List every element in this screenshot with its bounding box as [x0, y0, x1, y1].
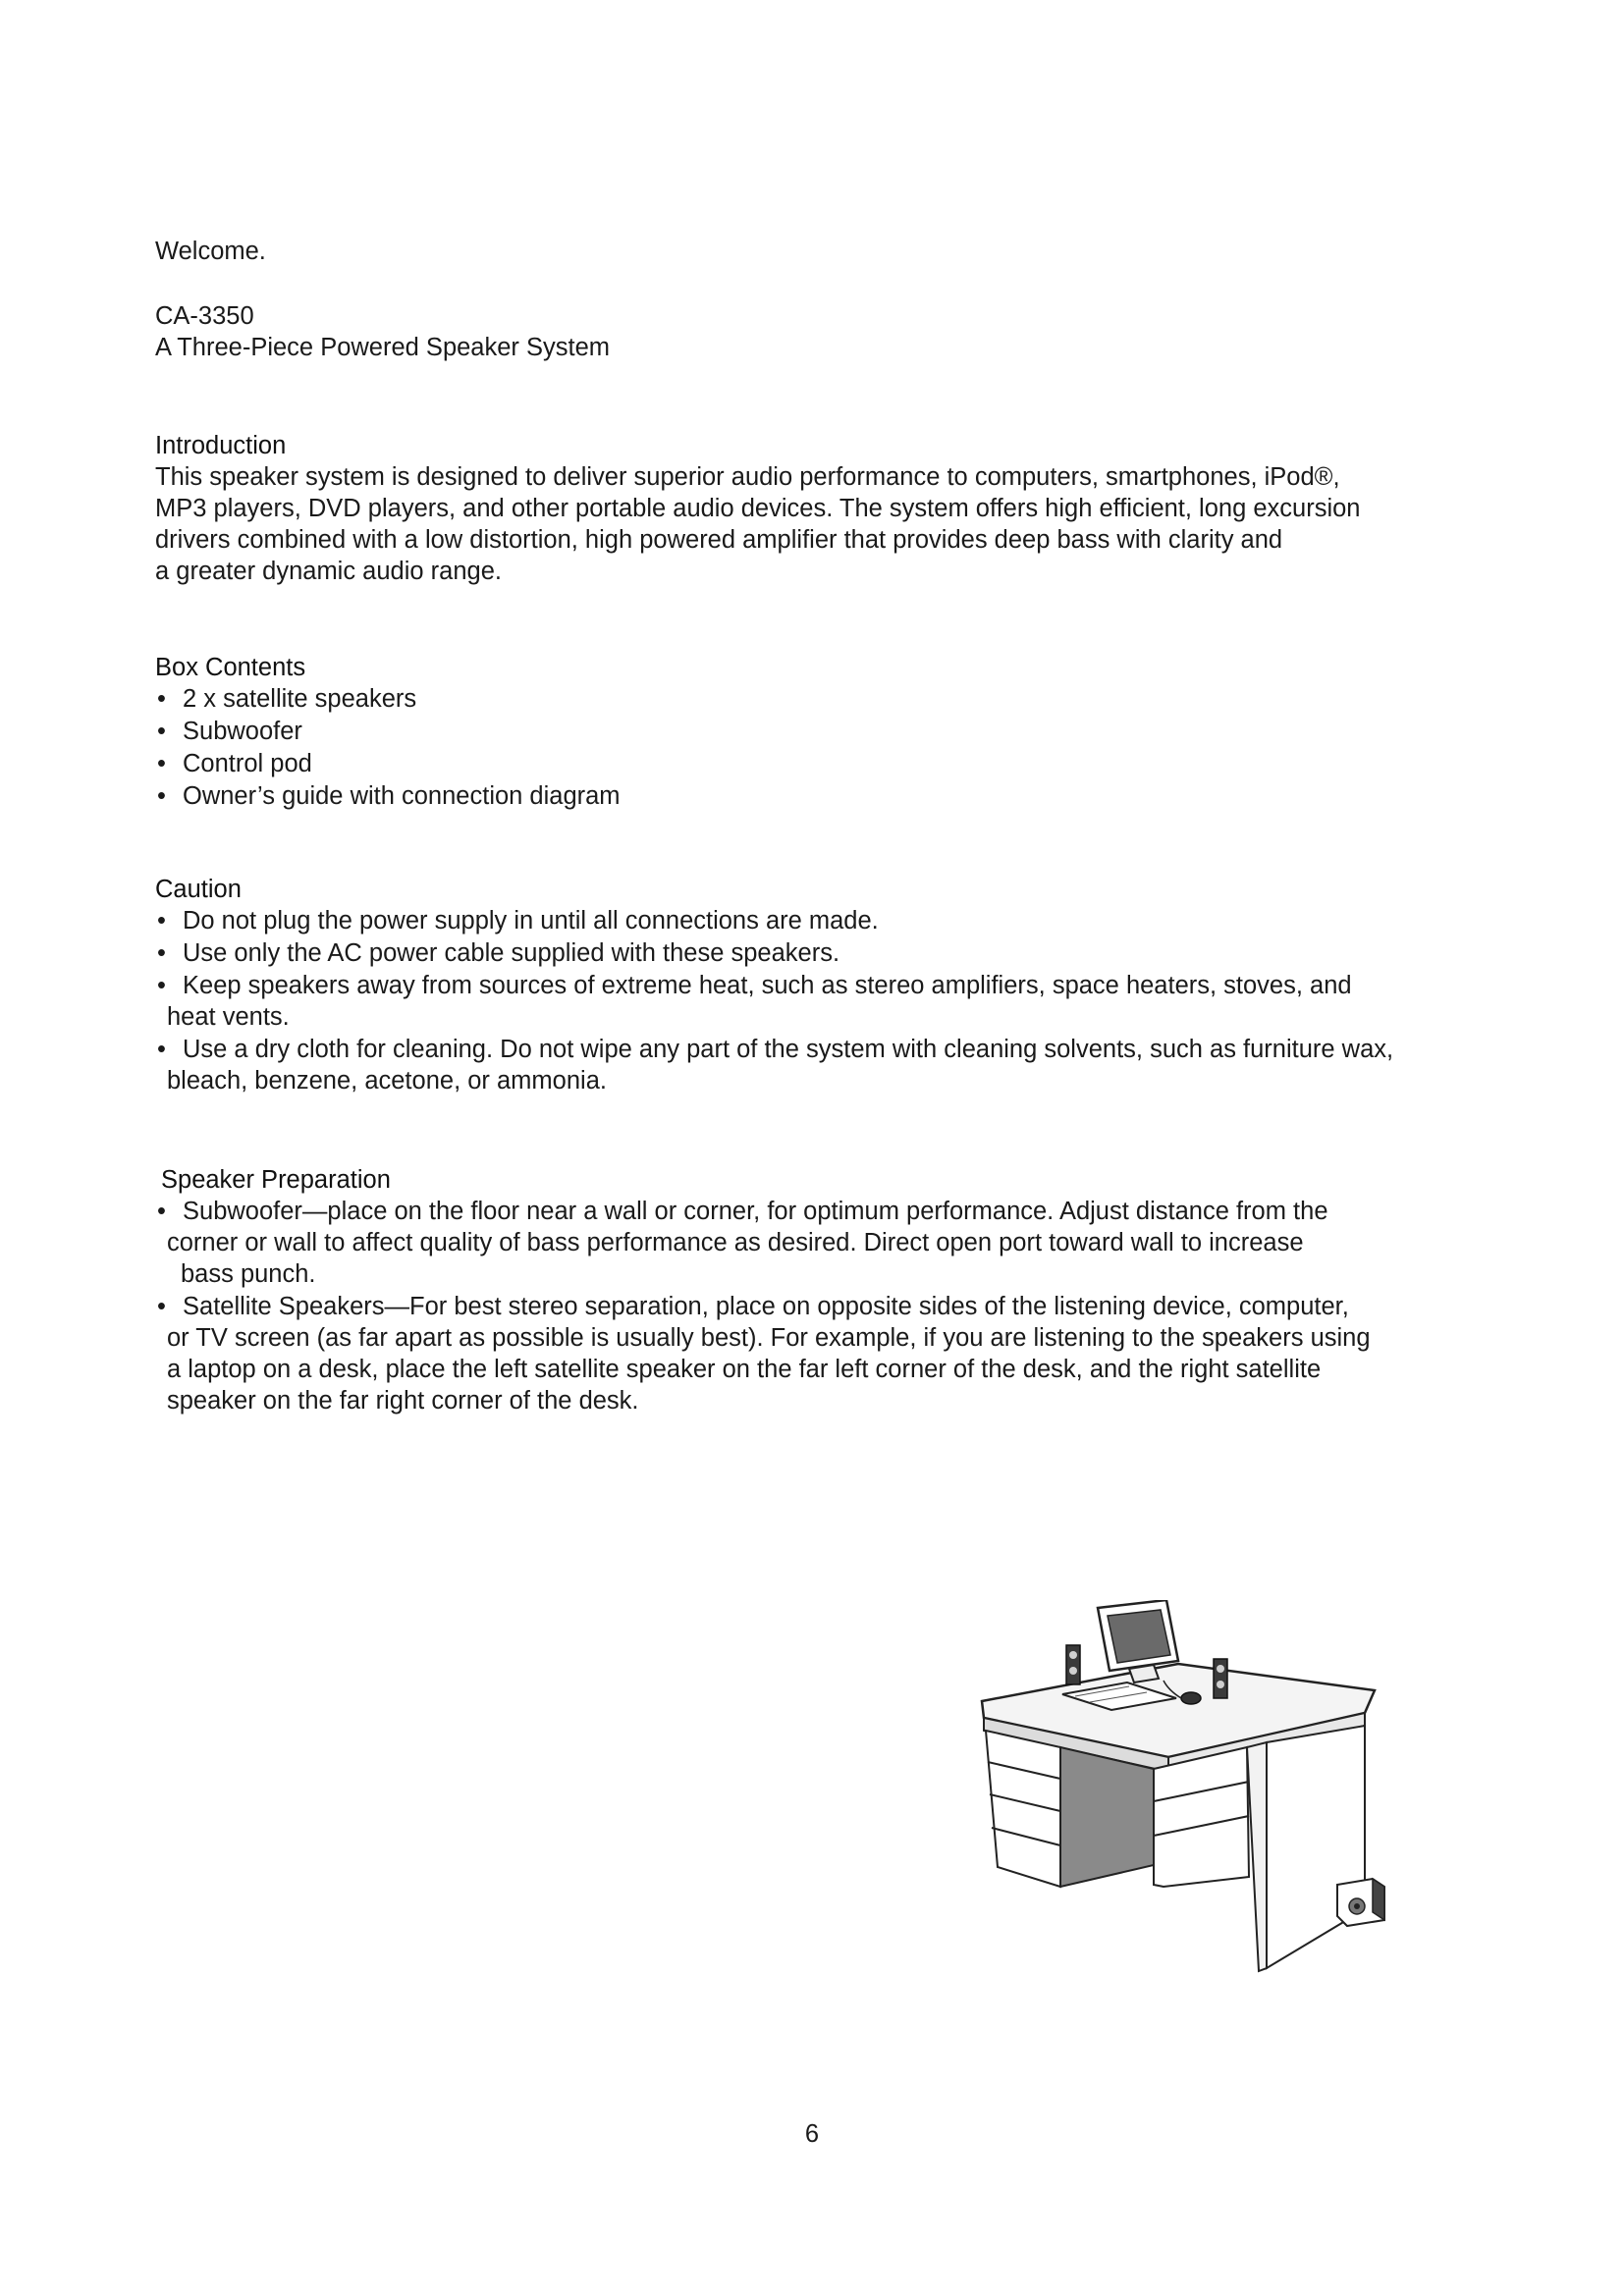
- model-number: CA-3350: [155, 302, 254, 330]
- desk-side-panel: [1267, 1726, 1365, 1968]
- monitor-screen: [1108, 1610, 1170, 1663]
- caution-heading: Caution: [155, 876, 242, 903]
- introduction-line: drivers combined with a low distortion, high powered amplifier that provides deep bass with clarity and: [155, 526, 1283, 554]
- list-item: • Owner’s guide with connection diagram: [157, 782, 621, 810]
- bullet-dot-icon: •: [157, 685, 166, 713]
- desk-leg: [1247, 1742, 1267, 1971]
- control-pod: [1181, 1692, 1201, 1704]
- bullet-dot-icon: •: [157, 718, 166, 745]
- list-item: • Do not plug the power supply in until all connections are made.: [157, 907, 879, 934]
- bullet-dot-icon: •: [157, 972, 166, 999]
- monitor-stand: [1129, 1665, 1159, 1682]
- caution-section: [155, 874, 1490, 1097]
- introduction-heading: Introduction: [155, 432, 287, 459]
- page-number: 6: [804, 2120, 820, 2148]
- welcome-heading: Welcome.: [155, 238, 266, 265]
- introduction-section: [155, 430, 1490, 587]
- box-contents-heading: Box Contents: [155, 654, 306, 681]
- bullet-dot-icon: •: [157, 782, 166, 810]
- list-item: • Use a dry cloth for cleaning. Do not wipe any part of the system with cleaning solvents, such as furniture wax, bleach, benzene, acetone, or ammonia.: [157, 1036, 1394, 1095]
- desk-setup-illustration-icon: [972, 1600, 1424, 1983]
- list-item: • Keep speakers away from sources of extreme heat, such as stereo amplifiers, space heaters, stoves, and heat vents.: [157, 972, 1352, 1031]
- speaker-preparation-list: [155, 1196, 1496, 1416]
- speaker-preparation-section: [157, 1164, 1496, 1417]
- list-item: • Control pod: [157, 750, 312, 777]
- list-item: • Satellite Speakers—For best stereo separation, place on opposite sides of the listening device, computer, or TV screen (as far apart as possible is usually best). For example, if you are listening to the speakers using a laptop on a desk, place the left satellite speaker on the far left corner of the desk, and the right satellite speaker on the far right corner of the desk.: [157, 1293, 1371, 1415]
- box-contents-list: [155, 683, 1490, 812]
- list-item: • Subwoofer—place on the floor near a wall or corner, for optimum performance. Adjust distance from the corner or wall to affect quality of bass performance as desired. Direct open port toward wall to increase bass punch.: [157, 1198, 1328, 1288]
- knee-space: [1060, 1747, 1154, 1887]
- list-item: • 2 x satellite speakers: [157, 685, 417, 713]
- caution-list: [155, 905, 1490, 1096]
- bullet-dot-icon: •: [157, 1293, 166, 1320]
- bullet-dot-icon: •: [157, 939, 166, 967]
- bullet-dot-icon: •: [157, 750, 166, 777]
- bullet-dot-icon: •: [157, 1036, 166, 1063]
- introduction-line: This speaker system is designed to deliver superior audio performance to computers, smartphones, iPod®,: [155, 463, 1340, 491]
- box-contents-section: [155, 652, 1490, 813]
- speaker-preparation-heading: Speaker Preparation: [161, 1166, 391, 1194]
- list-item: • Subwoofer: [157, 718, 302, 745]
- product-subtitle: A Three-Piece Powered Speaker System: [155, 334, 611, 361]
- list-item: • Use only the AC power cable supplied with these speakers.: [157, 939, 840, 967]
- bullet-dot-icon: •: [157, 907, 166, 934]
- right-drawer-unit: [1154, 1747, 1249, 1887]
- introduction-line: MP3 players, DVD players, and other portable audio devices. The system offers high efficient, long excursion: [155, 495, 1361, 522]
- bullet-dot-icon: •: [157, 1198, 166, 1225]
- introduction-line: a greater dynamic audio range.: [155, 558, 502, 585]
